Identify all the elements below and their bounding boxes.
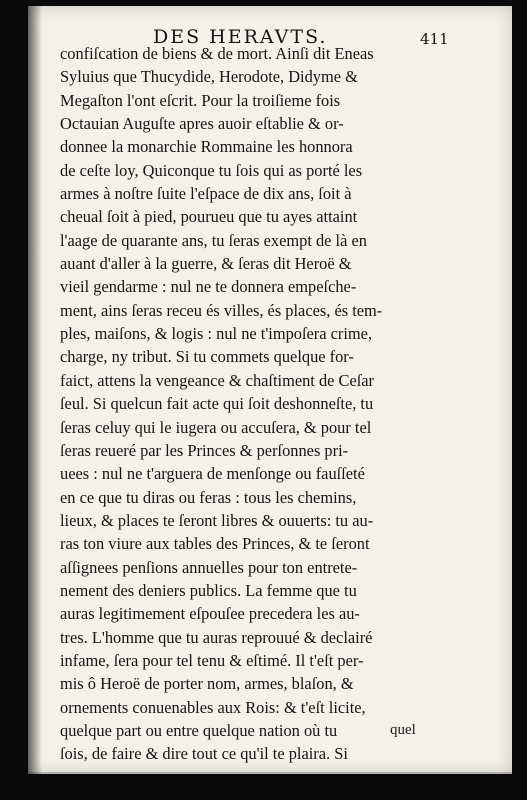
text-line: Syluius que Thucydide, Herodote, Didyme & bbox=[60, 67, 358, 87]
page-number: 411 bbox=[420, 30, 449, 48]
text-line: ſois, de faire & dire tout ce qu'il te plaira. Si bbox=[60, 744, 348, 764]
text-line: ples, maiſons, & logis : nul ne t'impoſera crime, bbox=[60, 324, 373, 344]
text-line: quelque part ou entre quelque nation où tu bbox=[60, 720, 338, 740]
text-line: ornements conuenables aux Rois: & t'eſt licite, bbox=[60, 697, 366, 717]
text-line: auant d'aller à la guerre, & ſeras dit Heroë & bbox=[60, 254, 352, 274]
text-line: Octauian Auguſte apres auoir eſtablie & or- bbox=[60, 114, 344, 134]
binding-shadow bbox=[28, 6, 42, 774]
text-line: ſeul. Si quelcun fait acte qui ſoit deshonneſte, tu bbox=[60, 394, 374, 414]
text-line: aſſignees penſions annuelles pour ton entrete- bbox=[60, 557, 358, 577]
page-bottom-edge bbox=[28, 772, 512, 778]
book-page bbox=[28, 6, 512, 774]
text-line: confiſcation de biens & de mort. Ainſi dit Eneas bbox=[60, 44, 374, 63]
text-line: en ce que tu diras ou feras : tous les chemins, bbox=[60, 487, 357, 507]
text-line: ras ton viure aux tables des Princes, & te ſeront bbox=[60, 534, 370, 554]
text-line: nement des deniers publics. La femme que tu bbox=[60, 580, 357, 600]
text-line: l'aage de quarante ans, tu ſeras exempt de là en bbox=[60, 230, 367, 250]
text-line: tres. L'homme que tu auras reprouué & declairé bbox=[60, 627, 373, 647]
text-line: uees : nul ne t'arguera de menſonge ou fauſſeté bbox=[60, 464, 365, 484]
text-line: cheual ſoit à pied, pourueu que tu ayes attaint bbox=[60, 207, 358, 227]
text-line: armes à noſtre ſuite l'eſpace de dix ans, ſoit à bbox=[60, 184, 352, 204]
text-line: lieux, & places te ſeront libres & ouuerts: tu au- bbox=[60, 510, 374, 530]
text-line: auras legitimement eſpouſee precedera les au- bbox=[60, 604, 360, 624]
body-text bbox=[60, 42, 498, 766]
text-line: vieil gendarme : nul ne te donnera empeſche- bbox=[60, 277, 357, 297]
text-line: infame, ſera pour tel tenu & eſtimé. Il t'eſt per- bbox=[60, 650, 364, 670]
text-line: Megaſton l'ont eſcrit. Pour la troiſieme fois bbox=[60, 90, 341, 110]
text-line: ſeras celuy qui le iugera ou accuſera, & pour tel bbox=[60, 417, 372, 437]
text-line: ment, ains ſeras receu és villes, és places, és tem- bbox=[60, 300, 383, 320]
text-line: de ceſte loy, Quiconque tu ſois qui as porté les bbox=[60, 160, 363, 180]
running-title: DES HERAVTS. bbox=[153, 26, 328, 48]
text-line: charge, ny tribut. Si tu commets quelque for- bbox=[60, 347, 354, 367]
catchword: quel bbox=[390, 722, 416, 738]
text-line: faict, attens la vengeance & chaſtiment de Ceſar bbox=[60, 370, 375, 390]
text-line: mis ô Heroë de porter nom, armes, blaſon, & bbox=[60, 674, 354, 694]
text-line: ſeras reueré par les Princes & perſonnes pri- bbox=[60, 440, 349, 460]
text-line: donnee la monarchie Rommaine les honnora bbox=[60, 137, 353, 157]
